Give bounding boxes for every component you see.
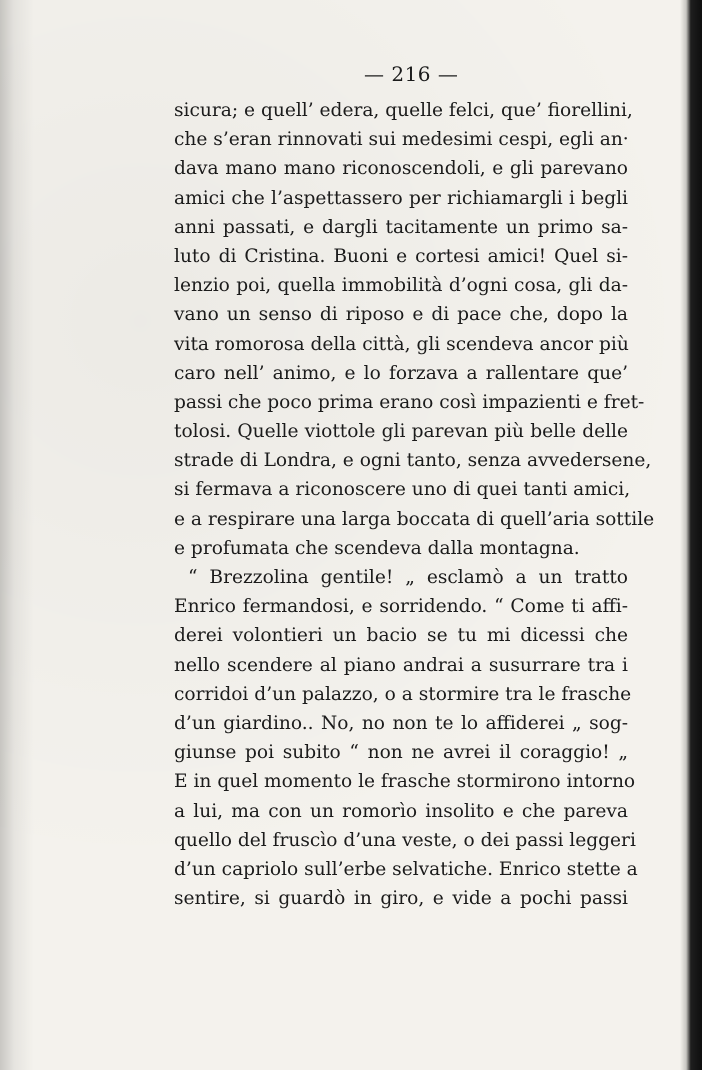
text-line: si fermava a riconoscere uno di quei tanti amici, <box>174 479 631 501</box>
text-line: derei volontieri un bacio se tu mi dicessi che <box>174 625 628 647</box>
text-line: e a respirare una larga boccata di quell’aria sottile <box>174 508 655 530</box>
text-line: quello del fruscìo d’una veste, o dei passi leggeri <box>174 829 636 851</box>
text-line: sentire, si guardò in giro, e vide a pochi passi <box>174 888 628 910</box>
text-line: lenzio poi, quella immobilità d’ogni cosa, gli da- <box>174 275 628 297</box>
text-line: vita romorosa della città, gli scendeva ancor più <box>174 333 629 355</box>
text-line: caro nell’ animo, e lo forzava a rallentare que’ <box>174 362 628 384</box>
text-line: passi che poco prima erano così impazienti e fret- <box>174 391 645 413</box>
text-line: corridoi d’un palazzo, o a stormire tra le frasche <box>174 683 632 705</box>
text-line: che s’eran rinnovati sui medesimi cespi, egli an· <box>174 129 629 151</box>
body-text <box>174 96 655 913</box>
book-binding-edge <box>686 0 702 1070</box>
text-line: d’un capriolo sull’erbe selvatiche. Enrico stette a <box>174 858 638 880</box>
text-line: tolosi. Quelle viottole gli parevan più belle delle <box>174 421 628 443</box>
text-line: Enrico fermandosi, e sorridendo. “ Come ti affi- <box>174 596 628 618</box>
text-line: “ Brezzolina gentile! „ esclamò a un tratto <box>188 567 628 588</box>
text-line: strade di Londra, e ogni tanto, senza avvedersene, <box>174 450 652 472</box>
text-line: amici che l’aspettassero per richiamargli i begli <box>174 187 628 209</box>
text-line: anni passati, e dargli tacitamente un primo sa- <box>174 216 628 238</box>
text-line: d’un giardino.. No, no non te lo affiderei „ sog- <box>174 712 628 734</box>
text-line: vano un senso di riposo e di pace che, dopo la <box>174 304 628 326</box>
text-line: sicura; e quell’ edera, quelle felci, que’ fiorellini, <box>174 100 633 121</box>
text-line: luto di Cristina. Buoni e cortesi amici! Quel si- <box>174 245 628 267</box>
text-line: dava mano mano riconoscendoli, e gli parevano <box>174 158 628 180</box>
text-line: a lui, ma con un romorìo insolito e che pareva <box>174 800 628 822</box>
text-line: e profumata che scendeva dalla montagna. <box>174 537 580 559</box>
page-number-header: — 216 — <box>364 62 459 86</box>
text-line: giunse poi subito “ non ne avrei il coraggio! „ <box>174 742 628 764</box>
text-line: nello scendere al piano andrai a susurrare tra i <box>174 654 628 676</box>
text-line: E in quel momento le frasche stormirono intorno <box>174 771 636 793</box>
